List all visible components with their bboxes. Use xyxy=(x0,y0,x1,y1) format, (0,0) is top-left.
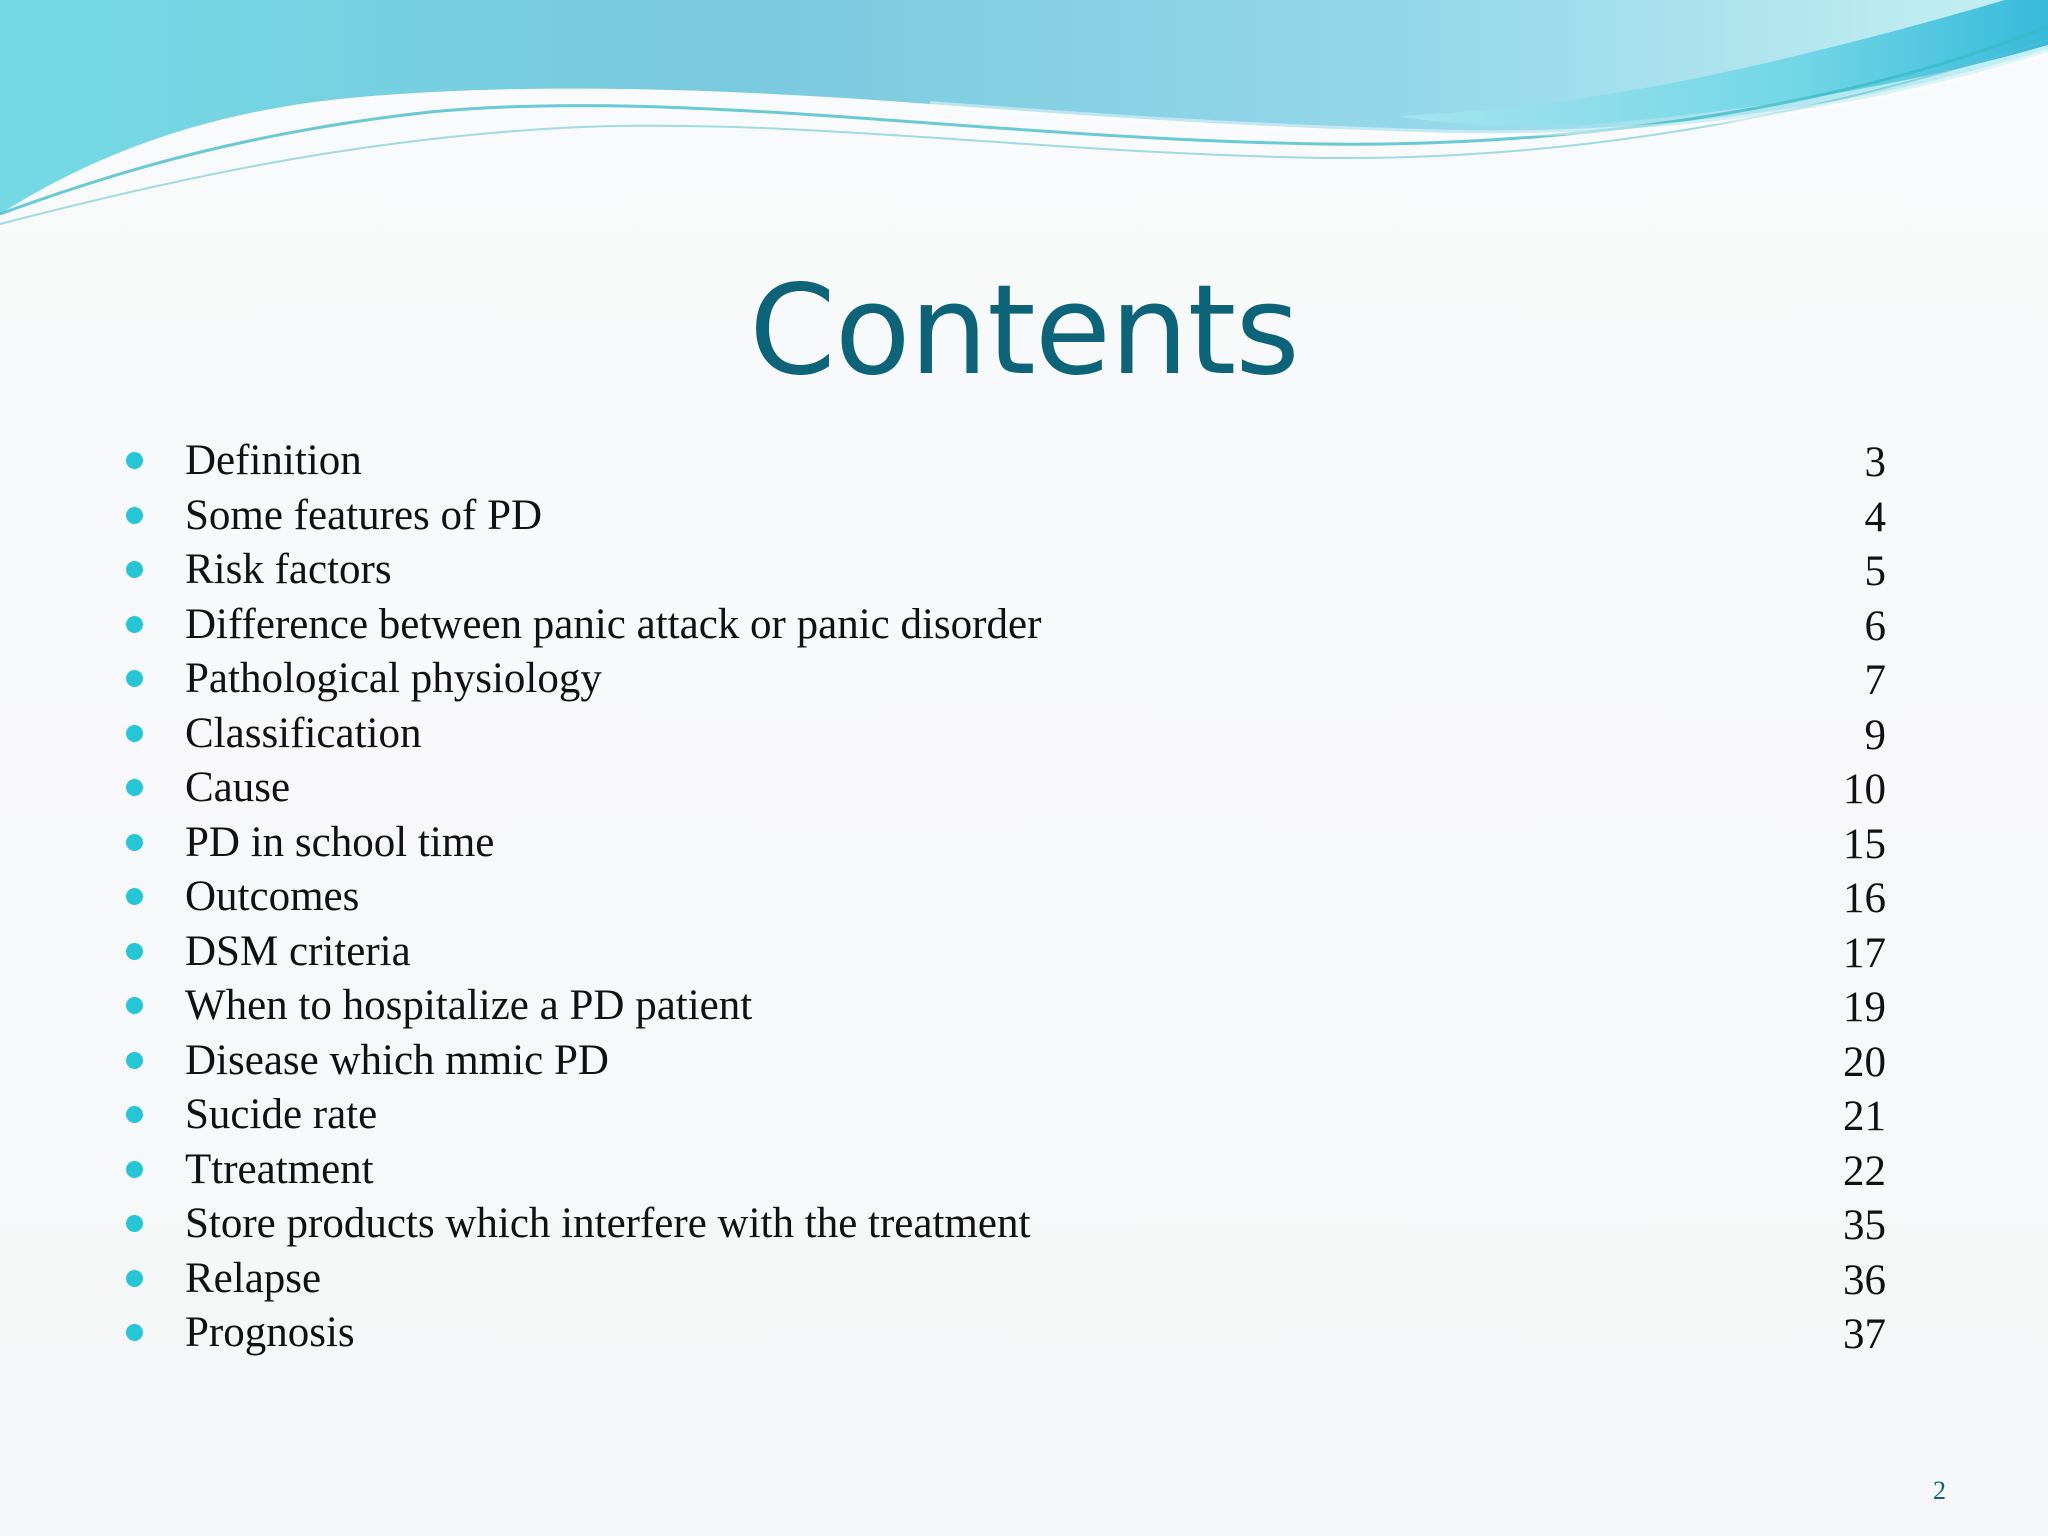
list-item xyxy=(124,652,1914,707)
page-number: 37 xyxy=(1843,1311,1886,1358)
page-number: 9 xyxy=(1864,711,1886,759)
topic-label: Relapse xyxy=(185,1254,322,1302)
topic-label: Prognosis xyxy=(185,1309,355,1356)
topic-label: Some features of PD xyxy=(185,491,543,539)
topic-label: PD in school time xyxy=(185,818,495,866)
topic-label: Definition xyxy=(185,437,362,484)
list-item xyxy=(124,489,1914,544)
bullet-icon xyxy=(126,616,143,633)
topic-label: Outcomes xyxy=(185,873,360,920)
page-number: 16 xyxy=(1843,875,1886,922)
bullet-icon xyxy=(126,452,143,469)
list-item xyxy=(124,1088,1914,1143)
list-item xyxy=(124,598,1914,653)
list-item xyxy=(124,761,1914,816)
bullet-icon xyxy=(126,561,143,578)
list-item xyxy=(124,1143,1914,1198)
page-number: 36 xyxy=(1843,1256,1886,1304)
topic-label: Pathological physiology xyxy=(185,655,602,702)
topic-label: Cause xyxy=(185,764,291,811)
page-title: Contents xyxy=(749,259,1299,403)
list-item xyxy=(124,1034,1914,1089)
bullet-icon xyxy=(126,725,143,742)
teal-blue-wave-icon xyxy=(0,0,2048,240)
bullet-icon xyxy=(126,670,143,687)
page-number: 17 xyxy=(1843,929,1886,977)
bullet-icon xyxy=(126,1215,143,1232)
page-number: 35 xyxy=(1843,1202,1886,1249)
bullet-icon xyxy=(126,1324,143,1341)
contents-list xyxy=(124,434,1914,1361)
slide-number: 2 xyxy=(1933,1476,1946,1505)
list-item xyxy=(124,1306,1914,1361)
bullet-icon xyxy=(126,1106,143,1123)
list-item xyxy=(124,543,1914,598)
list-item xyxy=(124,1197,1914,1252)
list-item xyxy=(124,816,1914,871)
bullet-icon xyxy=(126,779,143,796)
list-item xyxy=(124,434,1914,489)
page-number: 22 xyxy=(1843,1147,1886,1195)
topic-label: Difference between panic attack or panic disorder xyxy=(185,600,1042,648)
bullet-icon xyxy=(126,1052,143,1069)
topic-label: Risk factors xyxy=(185,546,392,593)
page-number: 5 xyxy=(1864,548,1886,595)
list-item xyxy=(124,979,1914,1034)
page-number: 19 xyxy=(1843,984,1886,1031)
bullet-icon xyxy=(126,834,143,851)
page-number: 20 xyxy=(1843,1038,1886,1086)
list-item xyxy=(124,1252,1914,1307)
bullet-icon xyxy=(126,997,143,1014)
page-number: 4 xyxy=(1864,493,1886,541)
bullet-icon xyxy=(126,507,143,524)
bullet-icon xyxy=(126,1161,143,1178)
page-number: 6 xyxy=(1864,602,1886,650)
bullet-icon xyxy=(126,888,143,905)
page-number: 15 xyxy=(1843,820,1886,868)
page-number: 7 xyxy=(1864,657,1886,704)
list-item xyxy=(124,925,1914,980)
topic-label: Ttreatment xyxy=(185,1145,374,1193)
topic-label: DSM criteria xyxy=(185,927,411,975)
topic-label: Classification xyxy=(185,709,422,757)
topic-label: Disease which mmic PD xyxy=(185,1036,609,1084)
bullet-icon xyxy=(126,943,143,960)
topic-label: When to hospitalize a PD patient xyxy=(185,982,753,1029)
topic-label: Sucide rate xyxy=(185,1091,378,1138)
topic-label: Store products which interfere with the treatment xyxy=(185,1200,1031,1247)
list-item xyxy=(124,870,1914,925)
page-number: 10 xyxy=(1843,766,1886,813)
page-number: 3 xyxy=(1864,439,1886,486)
bullet-icon xyxy=(126,1270,143,1287)
list-item xyxy=(124,707,1914,762)
page-number: 21 xyxy=(1843,1093,1886,1140)
